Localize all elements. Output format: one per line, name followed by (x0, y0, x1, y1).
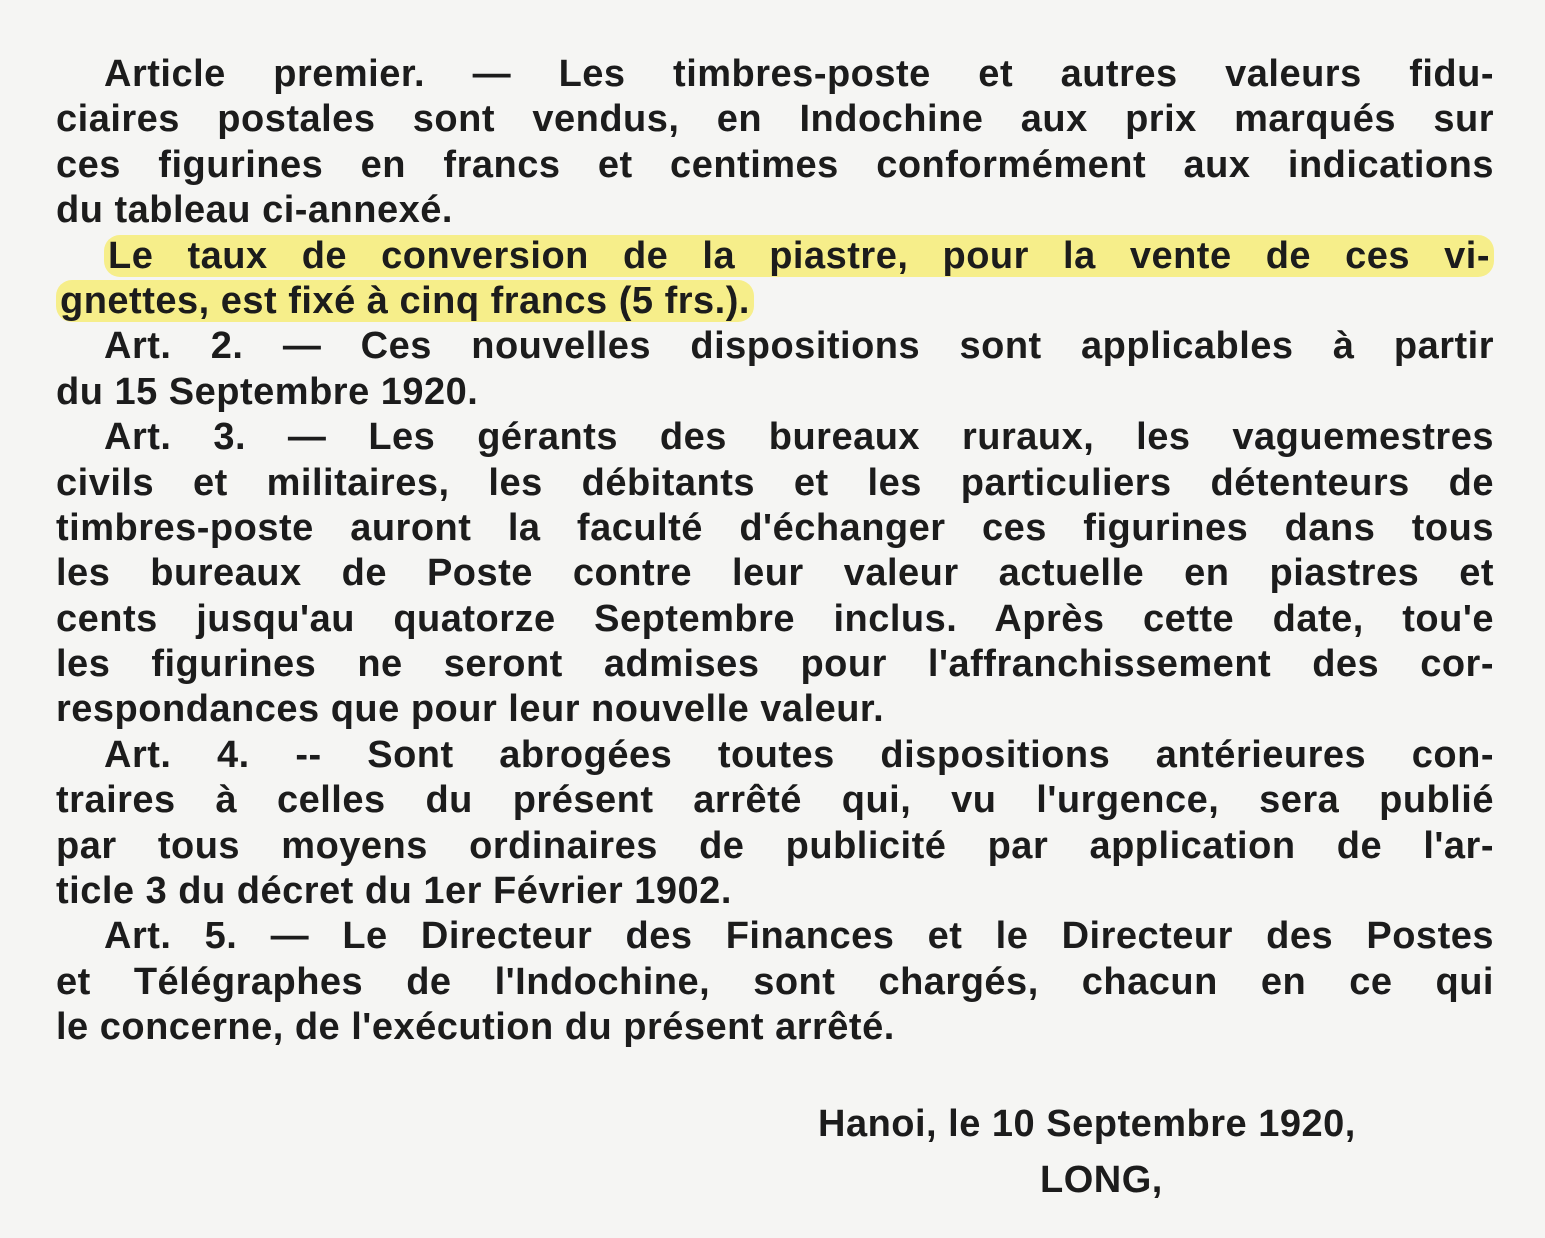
article-5-line-3: le concerne, de l'exécution du présent arrêté. (56, 1006, 895, 1049)
article-1-line-2: ciaires postales sont vendus, en Indochine aux prix marqués sur (56, 98, 1494, 141)
article-3-line-1: Art. 3. — Les gérants des bureaux ruraux, les vaguemestres (104, 416, 1494, 459)
article-3-line-3: timbres-poste auront la faculté d'échanger ces figurines dans tous (56, 506, 1494, 549)
article-2-line-1: Art. 2. — Ces nouvelles dispositions sont applicables à partir (104, 325, 1494, 368)
article-1-line-3: ces figurines en francs et centimes conformément aux indications (56, 143, 1494, 186)
article-4-line-3: par tous moyens ordinaires de publicité par application de l'ar- (56, 824, 1494, 867)
article-3-line-7: respondances que pour leur nouvelle valeur. (56, 688, 885, 731)
article-3-line-6: les figurines ne seront admises pour l'affranchissement des cor- (56, 643, 1494, 686)
document-body (56, 52, 1494, 1051)
article-5-line-1: Art. 5. — Le Directeur des Finances et le Directeur des Postes (104, 915, 1494, 958)
signature-place-date: Hanoi, le 10 Septembre 1920, (818, 1103, 1356, 1145)
article-3-line-5: cents jusqu'au quatorze Septembre inclus. Après cette date, tou'e (56, 597, 1494, 640)
article-2-line-2: du 15 Septembre 1920. (56, 370, 479, 413)
highlighted-line-2 (56, 279, 1494, 324)
article-4-line-1: Art. 4. -- Sont abrogées toutes dispositions antérieures con- (104, 733, 1494, 776)
article-1-line-4: du tableau ci-annexé. (56, 189, 453, 232)
highlighted-line-1 (56, 234, 1494, 279)
article-3-line-2: civils et militaires, les débitants et les particuliers détenteurs de (56, 461, 1494, 504)
article-3-line-4: les bureaux de Poste contre leur valeur actuelle en piastres et (56, 552, 1494, 595)
article-4-line-2: traires à celles du présent arrêté qui, vu l'urgence, sera publié (56, 779, 1494, 822)
article-4-line-4: ticle 3 du décret du 1er Février 1902. (56, 870, 732, 913)
highlight-mark: gnettes, est fixé à cinq francs (5 frs.). (56, 280, 754, 322)
article-1-line-1: Article premier. — Les timbres-poste et autres valeurs fidu- (104, 53, 1494, 95)
article-5-line-2: et Télégraphes de l'Indochine, sont chargés, chacun en ce qui (56, 960, 1494, 1003)
signature-name: LONG, (1040, 1159, 1163, 1201)
highlight-mark: Le taux de conversion de la piastre, pour la vente de ces vi- (104, 235, 1494, 277)
